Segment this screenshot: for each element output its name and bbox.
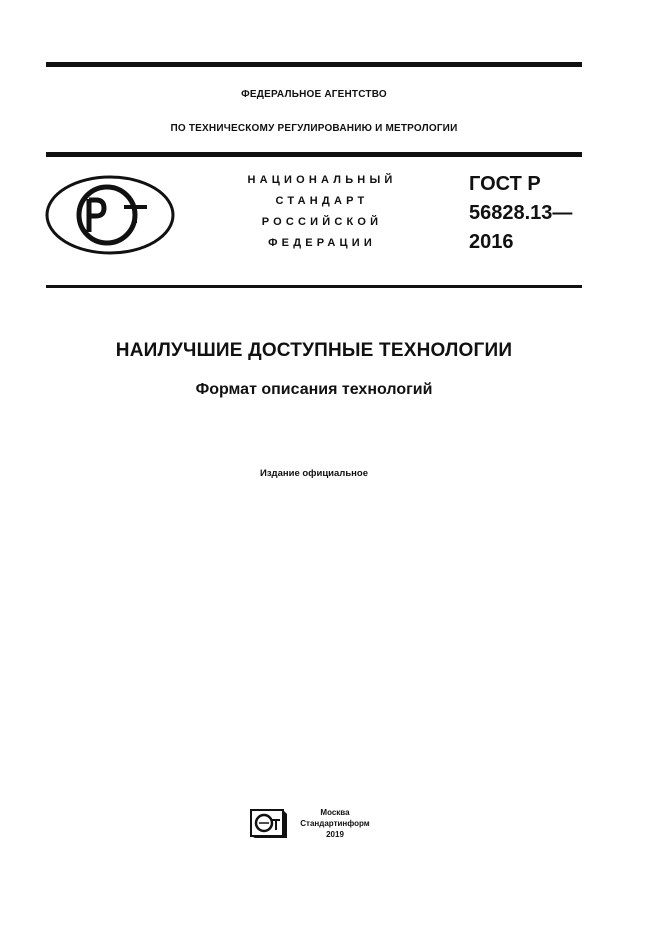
national-standard-line-4: ФЕДЕРАЦИИ — [268, 237, 376, 249]
national-standard-line-1: НАЦИОНАЛЬНЫЙ — [247, 174, 397, 186]
publisher-name: Стандартинформ — [300, 819, 370, 828]
agency-line-2: ПО ТЕХНИЧЕСКОМУ РЕГУЛИРОВАНИЮ И МЕТРОЛОГИИ — [170, 123, 458, 134]
national-standard-line-3: РОССИЙСКОЙ — [261, 216, 383, 228]
national-standard-line-2: СТАНДАРТ — [275, 195, 369, 207]
publisher-block — [290, 807, 380, 840]
gost-r-certification-mark-icon — [44, 174, 176, 256]
edition-label: Издание официальное — [260, 468, 368, 479]
standartinform-logo-icon — [249, 808, 289, 838]
top-rule — [46, 62, 582, 67]
designation-line-1: ГОСТ Р — [469, 173, 541, 195]
agency-line-1: ФЕДЕРАЛЬНОЕ АГЕНТСТВО — [241, 89, 387, 100]
standard-designation — [469, 170, 572, 257]
publisher-year: 2019 — [326, 830, 344, 839]
middle-rule — [46, 152, 582, 157]
document-subtitle: Формат описания технологий — [195, 381, 433, 398]
publisher-city: Москва — [320, 808, 350, 817]
national-standard-title — [212, 170, 432, 254]
document-title: НАИЛУЧШИЕ ДОСТУПНЫЕ ТЕХНОЛОГИИ — [115, 340, 513, 361]
bottom-rule — [46, 285, 582, 288]
designation-line-3: 2016 — [469, 231, 514, 253]
designation-line-2: 56828.13— — [469, 202, 573, 224]
